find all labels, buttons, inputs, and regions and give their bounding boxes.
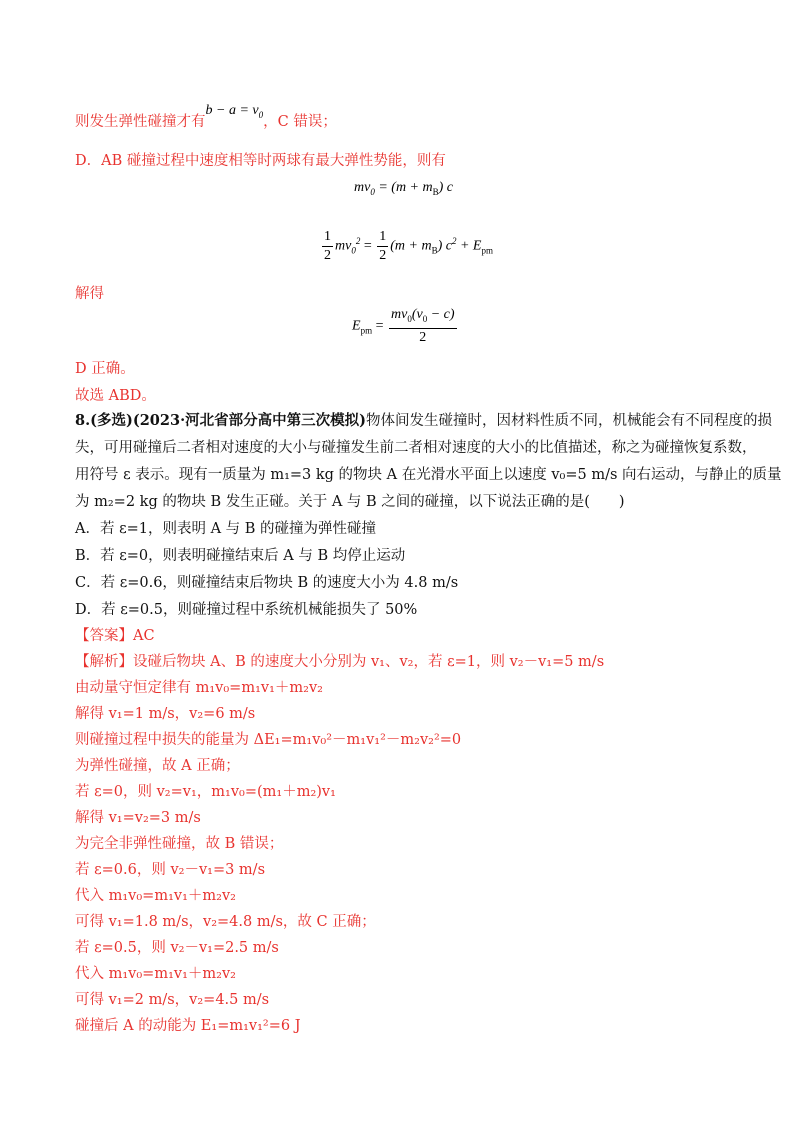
equation-max-energy: $E_{pm}$ = $\frac{mv_0(v_0 - c)}{2}$ xyxy=(352,307,455,345)
choose-answer: 故选 ABD。 xyxy=(75,388,156,404)
analysis-line: 可得 v₁=2 m/s，v₂=4.5 m/s xyxy=(75,992,270,1008)
question-line-4: 为 m₂=2 kg 的物块 B 发生正碰。关于 A 与 B 之间的碰撞，以下说法正确的是( ) xyxy=(75,494,625,510)
question-line-3: 用符号 ε 表示。现有一质量为 m₁=3 kg 的物块 A 在光滑水平面上以速度 v₀=5 m/s 向右运动，与静止的质量 xyxy=(75,467,782,483)
analysis-line: 则碰撞过程中损失的能量为 ΔE₁=m₁v₀²－m₁v₁²－m₂v₂²=0 xyxy=(75,732,462,748)
question-line-2: 失，可用碰撞后二者相对速度的大小与碰撞发生前二者相对速度的大小的比值描述，称之为碰撞恢复系数， xyxy=(75,440,757,456)
option-d-explain: D．AB 碰撞过程中速度相等时两球有最大弹性势能，则有 xyxy=(75,153,446,169)
analysis-line: 碰撞后 A 的动能为 E₁=m₁v₁²=6 J xyxy=(75,1018,301,1034)
analysis-line: 解得 v₁=1 m/s，v₂=6 m/s xyxy=(75,706,256,722)
question-number: 8. xyxy=(75,412,91,429)
intro-line xyxy=(75,103,337,137)
intro-prefix: 则发生弹性碰撞才有 xyxy=(75,114,206,130)
solve-label: 解得 xyxy=(75,286,104,302)
analysis-line: 若 ε=0.6，则 v₂－v₁=3 m/s xyxy=(75,862,266,878)
analysis-line: 若 ε=0.5，则 v₂－v₁=2.5 m/s xyxy=(75,940,279,956)
analysis-line: 代入 m₁v₀=m₁v₁＋m₂v₂ xyxy=(75,888,236,904)
option-d: D．若 ε=0.5，则碰撞过程中系统机械能损失了 50% xyxy=(75,602,418,618)
analysis-line: 由动量守恒定律有 m₁v₀=m₁v₁＋m₂v₂ xyxy=(75,680,323,696)
analysis-line: 为弹性碰撞，故 A 正确； xyxy=(75,758,240,774)
equation-momentum: $mv_0 = (m + m_B)$ c xyxy=(354,180,454,197)
intro-suffix: ，C 错误； xyxy=(263,114,337,130)
analysis-line: 可得 v₁=1.8 m/s，v₂=4.8 m/s，故 C 正确； xyxy=(75,914,376,930)
option-c: C．若 ε=0.6，则碰撞结束后物块 B 的速度大小为 4.8 m/s xyxy=(75,575,459,591)
option-b: B．若 ε=0，则表明碰撞结束后 A 与 B 均停止运动 xyxy=(75,548,406,564)
analysis-line: 代入 m₁v₀=m₁v₁＋m₂v₂ xyxy=(75,966,236,982)
answer-label: 【答案】AC xyxy=(75,628,155,644)
analysis-line: 为完全非弹性碰撞，故 B 错误； xyxy=(75,836,284,852)
d-correct: D 正确。 xyxy=(75,361,135,377)
intro-formula: $b - a = v_0$ xyxy=(205,103,264,120)
analysis-line: 【解析】设碰后物块 A、B 的速度大小分别为 v₁、v₂，若 ε=1，则 v₂－v₁=5 m/s xyxy=(75,654,605,670)
option-a: A．若 ε=1，则表明 A 与 B 的碰撞为弹性碰撞 xyxy=(75,521,377,537)
question-tag: (多选)(2023·河北省部分高中第三次模拟) xyxy=(90,412,366,429)
question-line-1: 8.(多选)(2023·河北省部分高中第三次模拟)物体间发生碰撞时，因材料性质不同，机械能会有不同程度的损 xyxy=(75,412,772,429)
analysis-line: 解得 v₁=v₂=3 m/s xyxy=(75,810,201,826)
analysis-line: 若 ε=0，则 v₂=v₁，m₁v₀=(m₁＋m₂)v₁ xyxy=(75,784,336,800)
equation-energy: $\frac{1}{2}$ $mv_0^2$ = $\frac{1}{2}$ $(m + m_B)$ $c^2 + E_{pm}$ xyxy=(324,229,493,263)
